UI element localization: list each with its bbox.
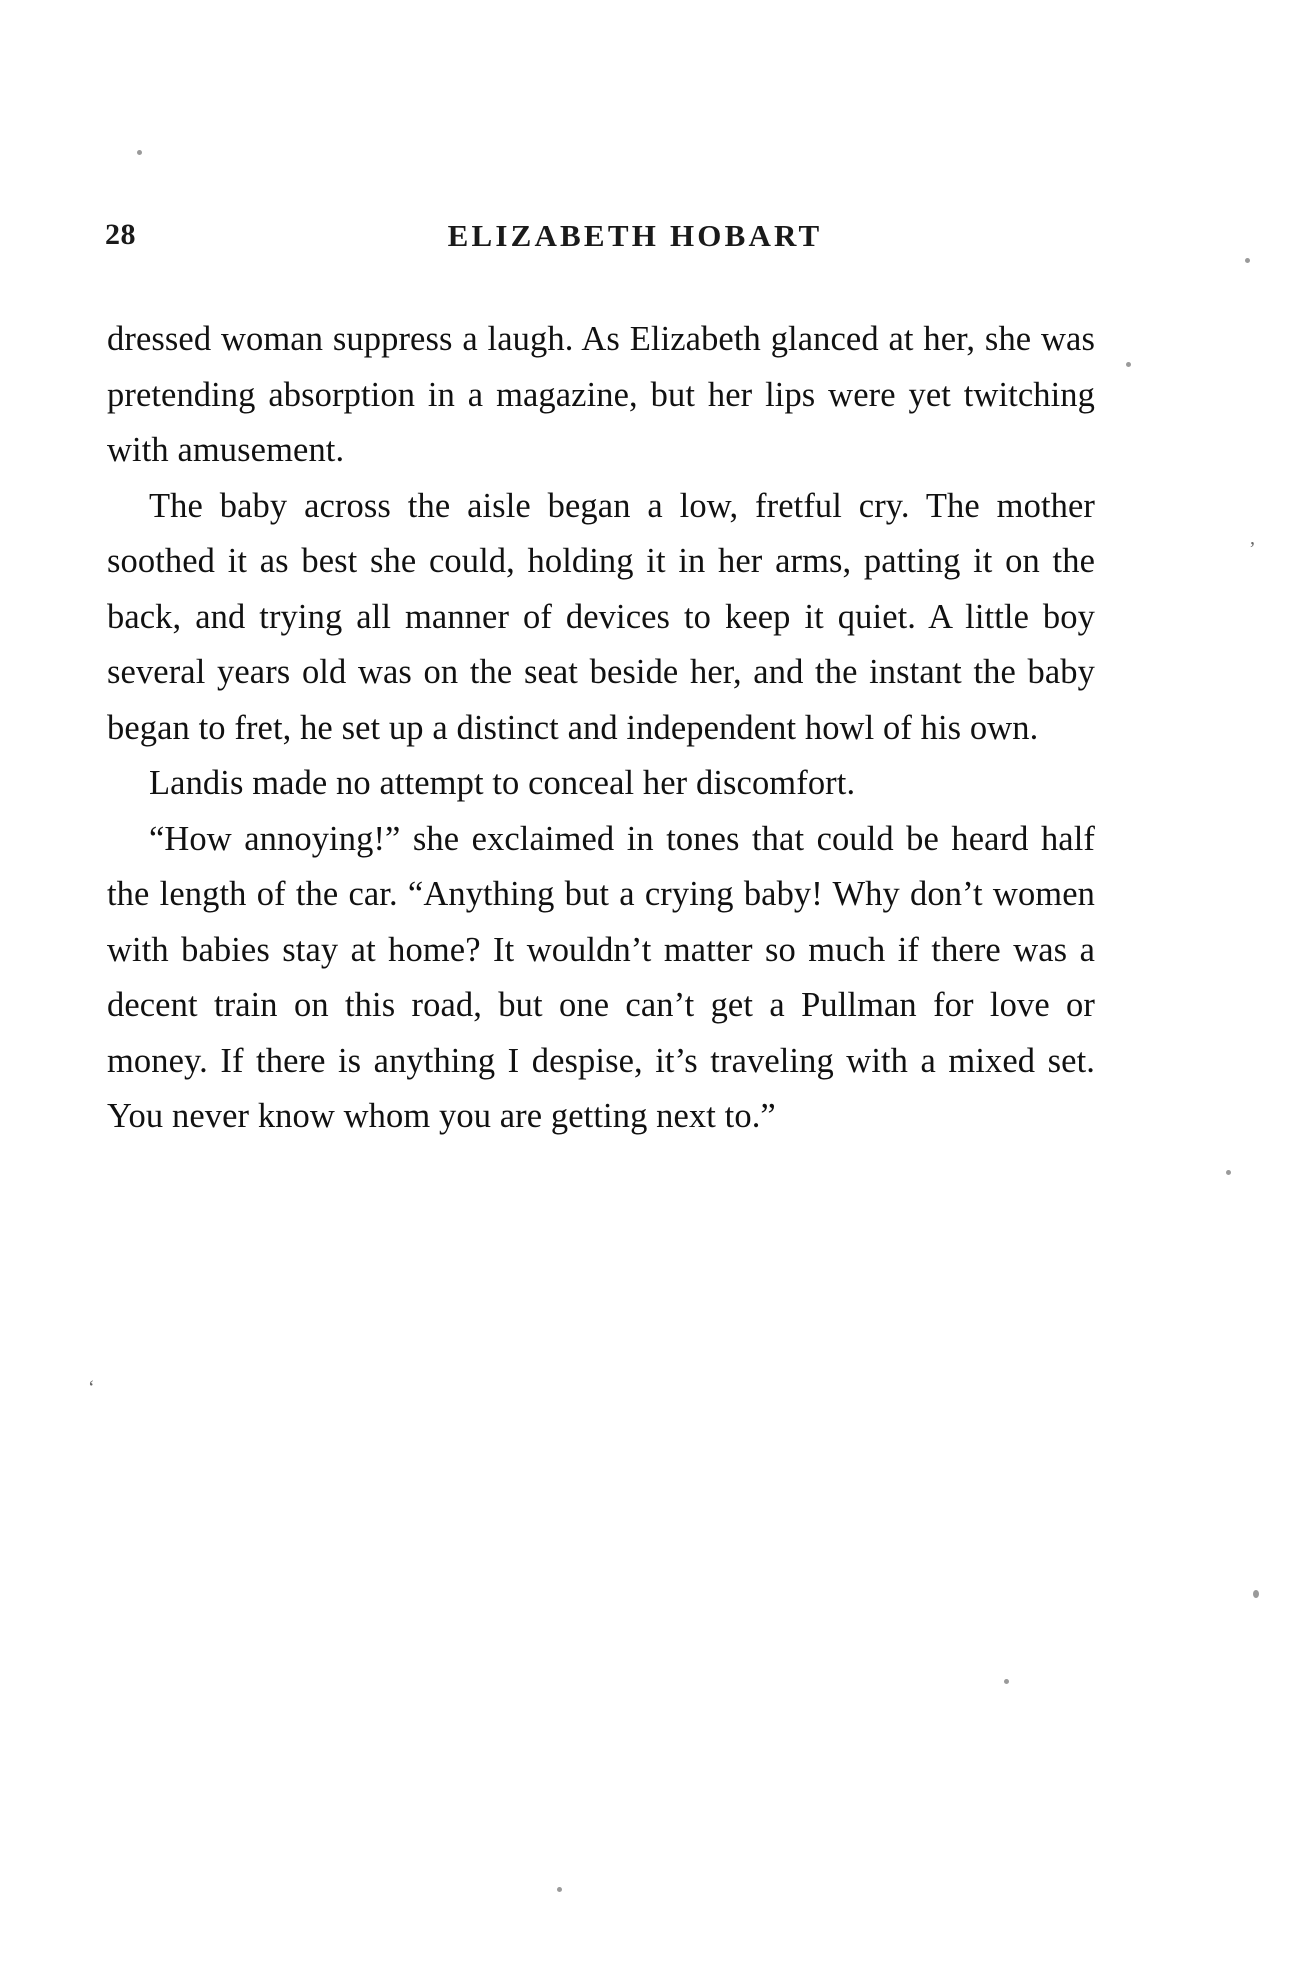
scan-speck bbox=[557, 1887, 562, 1892]
paragraph-1: dressed woman suppress a laugh. As Elizabeth glanced at her, she was pretending absorption in a magazine, but her lips were yet twitching with amusement. bbox=[107, 320, 1095, 469]
paragraph-3: Landis made no attempt to conceal her discomfort. bbox=[149, 764, 856, 802]
page-header bbox=[105, 218, 985, 258]
paragraph-4: “How annoying!” she exclaimed in tones that could be heard half the length of the car. “Anything but a crying baby! Why don’t women with babies stay at home? It wouldn’t matter so much if there was a decent train on this road, but one can’t get a Pullman for love or money. If there is anything I despise, it’s traveling with a mixed set. You never know whom you are getting next to.” bbox=[107, 819, 1095, 1135]
scan-speck bbox=[1226, 1170, 1231, 1175]
page-number: 28 bbox=[105, 218, 136, 251]
scan-speck bbox=[1004, 1679, 1009, 1684]
margin-tick-right: ’ bbox=[1249, 538, 1256, 560]
scan-speck bbox=[1245, 258, 1250, 263]
margin-tick-left: ‘ bbox=[88, 1377, 95, 1399]
scan-speck bbox=[1253, 1590, 1259, 1598]
page-body bbox=[107, 312, 1095, 1145]
running-title: ELIZABETH HOBART bbox=[447, 218, 823, 253]
scan-speck bbox=[137, 150, 142, 155]
paragraph-2: The baby across the aisle began a low, fretful cry. The mother soothed it as best she could, holding it in her arms, patting it on the back, and trying all manner of devices to keep it quiet. A little boy several years old was on the seat beside her, and the instant the baby began to fret, he set up a distinct and independent howl of his own. bbox=[107, 486, 1095, 747]
scan-speck bbox=[1126, 362, 1131, 367]
